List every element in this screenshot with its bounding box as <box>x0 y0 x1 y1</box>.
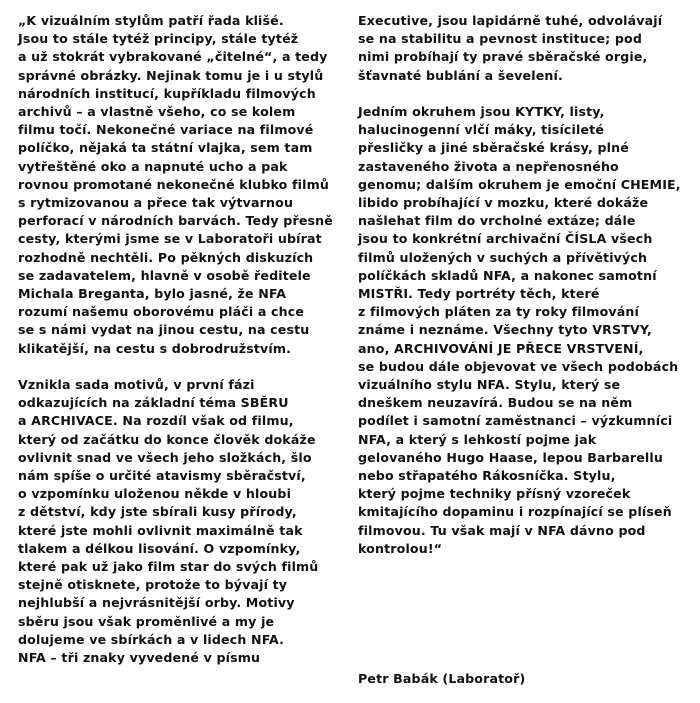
text-line: ovlivnit snad ve všech jeho složkách, šlo <box>18 449 312 465</box>
left-paragraph-2 <box>18 376 338 667</box>
text-line: vytřeštěné oko a napnuté ucho a pak <box>18 158 288 174</box>
text-line: nebo střapatého Rákosníčka. Stylu, <box>358 468 616 484</box>
text-line: známe i neznáme. Všechny tyto VRSTVY, <box>358 322 652 338</box>
left-paragraph-1 <box>18 12 338 358</box>
text-line: se budou dále objevovat ve všech podobách <box>358 358 679 374</box>
text-line: podílet i samotní zaměstnanci – výzkumníci <box>358 413 673 429</box>
text-line: který pojme techniky přísný vzoreček <box>358 486 631 502</box>
text-line: nám spíše o určité atavismy sběračství, <box>18 468 306 484</box>
text-line: z filmových pláten za ty roky filmování <box>358 304 639 320</box>
text-line: správné obrázky. Nejinak tomu je i u stylů <box>18 67 324 83</box>
text-line: Jsou to stále tytéž principy, stále tytéž <box>18 31 299 47</box>
text-line: s rytmizovanou a přece tak výtvarnou <box>18 195 294 211</box>
text-line: se s námi vydat na jinou cestu, na cestu <box>18 322 310 338</box>
text-line: o vzpomínku uloženou někde v hloubi <box>18 486 292 502</box>
text-line: klikatější, na cestu s dobrodružstvím. <box>18 340 292 356</box>
text-line: NFA – tři znaky vyvedené v písmu <box>18 650 261 666</box>
text-line: libido probíhající v mozku, které dokáže <box>358 195 649 211</box>
text-line: kontrolou!“ <box>358 540 443 556</box>
text-line: přesličky a jiné sběračské krásy, plné <box>358 140 629 156</box>
text-line: z dětství, kdy jste sbírali kusy přírody, <box>18 504 297 520</box>
text-line: kmitajícího dopaminu i rozpínající se plíseň <box>358 504 672 520</box>
text-line: vizuálního stylu NFA. Stylu, který se <box>358 377 621 393</box>
text-line: genomu; dalším okruhem je emoční CHEMIE, <box>358 176 681 192</box>
text-line: dolujeme ve sbírkách a v lidech NFA. <box>18 631 285 647</box>
paragraph-gap <box>358 85 688 103</box>
text-line: dneškem neuzavírá. Budou se na něm <box>358 395 633 411</box>
text-line: rozhodně nechtěli. Po pěkných diskuzích <box>18 249 314 265</box>
text-line: odkazujících na základní téma SBĚRU <box>18 395 289 411</box>
text-line: rozumí našemu oborovému pláči a chce <box>18 304 305 320</box>
text-line: sběru jsou však proměnlivé a my je <box>18 613 275 629</box>
text-line: našlehat film do vrcholné extáze; dále <box>358 213 636 229</box>
text-line: které pak už jako film star do svých filmů <box>18 559 319 575</box>
text-line: ano, ARCHIVOVÁNÍ JE PŘECE VRSTVENÍ, <box>358 340 644 356</box>
text-line: NFA, a který s lehkostí pojme jak <box>358 431 597 447</box>
right-paragraph-1 <box>358 12 688 85</box>
text-line: se na stabilitu a pevnost instituce; pod <box>358 31 642 47</box>
text-line: se zadavatelem, hlavně v osobě ředitele <box>18 267 311 283</box>
text-line: který od začátku do konce člověk dokáže <box>18 431 316 447</box>
text-line: národních institucí, kupříkladu filmových <box>18 85 316 101</box>
text-line: halucinogenní vlčí máky, tisícileté <box>358 122 605 138</box>
text-line: Executive, jsou lapidárně tuhé, odvolávají <box>358 13 663 28</box>
text-line: „K vizuálním stylům patří řada klišé. <box>18 13 284 28</box>
right-paragraph-2 <box>358 103 688 558</box>
text-line: nejhlubší a nejvrásnitější orby. Motivy <box>18 595 295 611</box>
text-line: stejně otisknete, protože to bývají ty <box>18 577 288 593</box>
text-line: rovnou promotané nekonečné klubko filmů <box>18 176 329 192</box>
text-line: jsou to konkrétní archivační ČÍSLA všech <box>358 231 653 247</box>
text-line: filmu točí. Nekonečné variace na filmové <box>18 122 314 138</box>
text-line: políčko, nějaká ta státní vlajka, sem tam <box>18 140 313 156</box>
text-line: cesty, kterými jsme se v Laboratoři ubírat <box>18 231 322 247</box>
text-line: archivů – a vlastně všeho, co se kolem <box>18 104 296 120</box>
left-column <box>18 12 338 667</box>
text-line: gelovaného Hugo Haase, lepou Barbarellu <box>358 449 663 465</box>
text-line: filmů uložených v suchých a přívětivých <box>358 249 648 265</box>
text-line: a ARCHIVACE. Na rozdíl však od filmu, <box>18 413 294 429</box>
text-line: Vznikla sada motivů, v první fázi <box>18 377 255 393</box>
text-line: a už stokrát vybrakované „čitelné“, a tedy <box>18 49 328 65</box>
text-line: zastaveného života a nepřenosného <box>358 158 619 174</box>
text-line: nimi probíhají ty pravé sběračské orgie, <box>358 49 648 65</box>
text-line: tlakem a délkou lisování. O vzpomínky, <box>18 540 301 556</box>
text-line: Michala Breganta, bylo jasné, že NFA <box>18 286 287 302</box>
text-line: MISTŘI. Tedy portréty těch, které <box>358 286 600 302</box>
right-column <box>358 12 688 558</box>
text-line: Jedním okruhem jsou KYTKY, listy, <box>358 104 605 119</box>
paragraph-gap <box>18 358 338 376</box>
text-line: šťavnaté bublání a ševelení. <box>358 67 563 83</box>
text-line: perforací v národních barvách. Tedy přesně <box>18 213 333 229</box>
text-line: políčkách skladů NFA, a nakonec samotní <box>358 267 657 283</box>
author-signature: Petr Babák (Laboratoř) <box>358 671 526 686</box>
text-line: které jste mohli ovlivnit maximálně tak <box>18 522 303 538</box>
text-line: filmovou. Tu však mají v NFA dávno pod <box>358 522 646 538</box>
